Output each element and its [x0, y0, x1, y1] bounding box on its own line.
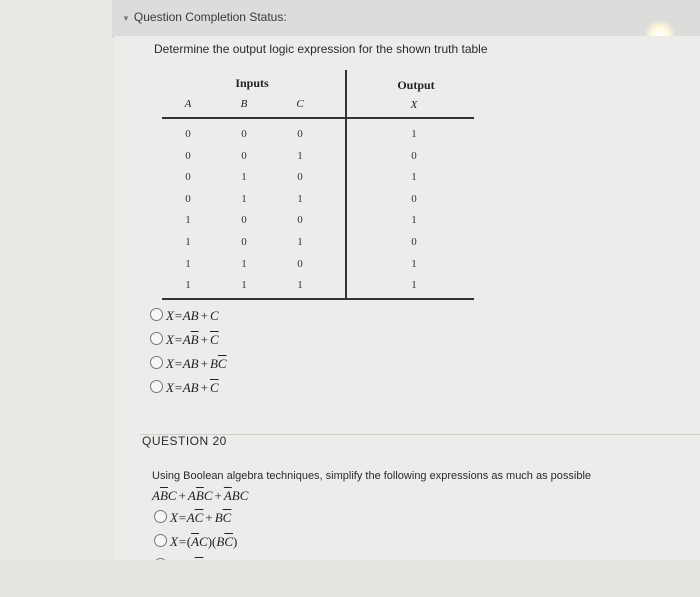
- truth-table-cell: 0: [241, 149, 247, 162]
- truth-table-cell: 1: [411, 279, 417, 292]
- truth-table-cell: 0: [411, 236, 417, 248]
- expression-term: A: [187, 488, 196, 503]
- truth-table-cell: 0: [411, 149, 417, 162]
- expression-term: $\overline{B}$: [159, 488, 168, 503]
- expression-term: (: [212, 534, 217, 549]
- truth-table-cell: 1: [241, 257, 247, 270]
- expression-term: C: [167, 488, 177, 503]
- truth-table-cell: 1: [297, 236, 303, 248]
- question-content: [114, 36, 700, 597]
- answer-expression: [166, 308, 219, 324]
- expression-term: $\overline{C}$: [209, 380, 219, 395]
- truth-table-cell: 1: [185, 257, 191, 270]
- expression-term: $\overline{A}$: [191, 534, 200, 549]
- truth-table-cell: 1: [297, 192, 303, 205]
- truth-table-cell: 1: [297, 149, 303, 162]
- question-19-prompt: Determine the output logic expression for the shown truth table: [154, 42, 488, 56]
- expression-term: +: [214, 488, 222, 503]
- truth-table-cell: 0: [411, 192, 417, 205]
- truth-table-cell: 0: [241, 236, 247, 248]
- expression-term: C: [239, 488, 249, 503]
- truth-table-output-header: Output: [397, 78, 435, 92]
- expression-term: +: [205, 510, 213, 525]
- truth-table-cell: 1: [185, 236, 191, 248]
- question-completion-status[interactable]: [122, 10, 287, 24]
- truth-table-col-header: B: [240, 98, 248, 110]
- radio-button[interactable]: [154, 510, 167, 523]
- expression-term: C: [209, 308, 219, 323]
- answer-expression: [170, 534, 237, 550]
- expression-lhs: X=: [166, 356, 183, 371]
- truth-table-bottom-rule: [162, 298, 474, 300]
- truth-table-header-rule: [162, 117, 474, 119]
- expression-term: A: [182, 332, 191, 347]
- truth-table-cell: 0: [297, 171, 303, 184]
- expression-term: AB: [182, 380, 199, 395]
- radio-button[interactable]: [154, 534, 167, 547]
- truth-table-cell: 0: [297, 128, 303, 140]
- expression-lhs: X=: [166, 380, 183, 395]
- collapse-arrow-icon[interactable]: ▼: [122, 14, 130, 23]
- truth-table-cell: 0: [185, 171, 191, 184]
- truth-table-inputs-header: Inputs: [235, 76, 269, 90]
- question-20-expression: [152, 488, 248, 504]
- truth-table-cell: 0: [241, 214, 247, 227]
- expression-term: +: [200, 332, 208, 347]
- truth-table-cell: 0: [185, 192, 191, 205]
- expression-term: $\overline{C}$: [209, 332, 219, 347]
- expression-term: $\overline{B}$: [195, 488, 204, 503]
- expression-term: +: [178, 488, 186, 503]
- truth-table-cell: 1: [411, 171, 417, 184]
- truth-table-cell: 0: [241, 128, 247, 140]
- expression-term: A: [152, 488, 160, 503]
- truth-table-cell: 1: [241, 192, 247, 205]
- truth-table-col-header: C: [296, 98, 304, 110]
- expression-term: ): [233, 534, 238, 549]
- expression-lhs: X=: [166, 332, 183, 347]
- radio-button[interactable]: [150, 380, 163, 393]
- truth-table-cell: 1: [411, 128, 417, 140]
- truth-table-divider: [345, 70, 347, 300]
- answer-expression: [166, 380, 219, 396]
- question-20-prompt: Using Boolean algebra techniques, simplify the following expressions as much as possible: [152, 470, 592, 482]
- expression-term: $\overline{C}$: [224, 534, 233, 549]
- question-status-bar: [112, 0, 700, 37]
- expression-term: C: [199, 534, 208, 549]
- expression-term: C: [203, 488, 213, 503]
- truth-table-cell: 1: [185, 279, 191, 292]
- truth-table-cell: 0: [185, 128, 191, 140]
- expression-term: A: [186, 510, 195, 525]
- expression-term: $\overline{C}$: [194, 510, 204, 525]
- status-label-text: Question Completion Status:: [133, 10, 287, 24]
- truth-table-cell: 1: [411, 214, 417, 227]
- expression-term: ): [207, 534, 213, 549]
- truth-table-cell: 0: [297, 257, 303, 270]
- expression-term: $\overline{C}$: [222, 510, 232, 525]
- expression-term: B: [209, 356, 218, 371]
- radio-button[interactable]: [150, 308, 163, 321]
- answer-expression: [170, 510, 231, 526]
- expression-term: B: [216, 534, 225, 549]
- radio-button[interactable]: [150, 332, 163, 345]
- truth-table-col-header: X: [410, 99, 418, 111]
- expression-lhs: X=: [170, 534, 187, 549]
- truth-table-cell: 0: [297, 214, 303, 227]
- expression-term: (: [186, 534, 192, 549]
- answer-expression: [166, 356, 227, 372]
- answer-expression: [166, 332, 219, 348]
- expression-term: +: [200, 356, 208, 371]
- truth-table-cell: 1: [411, 257, 417, 270]
- truth-table-cell: 1: [241, 171, 247, 184]
- truth-table-cell: 0: [185, 149, 191, 162]
- expression-term: +: [200, 380, 208, 395]
- truth-table: [162, 70, 474, 302]
- expression-term: AB: [182, 356, 199, 371]
- expression-term: B: [231, 488, 240, 503]
- expression-term: +: [200, 308, 208, 323]
- expression-term: $\overline{C}$: [217, 356, 227, 371]
- expression-term: B: [214, 510, 223, 525]
- truth-table-cell: 1: [185, 214, 191, 227]
- expression-term: AB: [182, 308, 199, 323]
- truth-table-cell: 1: [297, 279, 303, 292]
- radio-button[interactable]: [150, 356, 163, 369]
- expression-lhs: X=: [166, 308, 183, 323]
- truth-table-cell: 1: [241, 279, 247, 292]
- expression-term: $\overline{B}$: [190, 332, 199, 347]
- expression-lhs: X=: [170, 510, 187, 525]
- bottom-scroll-area: [0, 560, 700, 597]
- question-20-title: QUESTION 20: [142, 434, 227, 448]
- truth-table-col-header: A: [184, 98, 192, 110]
- expression-term: $\overline{A}$: [223, 488, 232, 503]
